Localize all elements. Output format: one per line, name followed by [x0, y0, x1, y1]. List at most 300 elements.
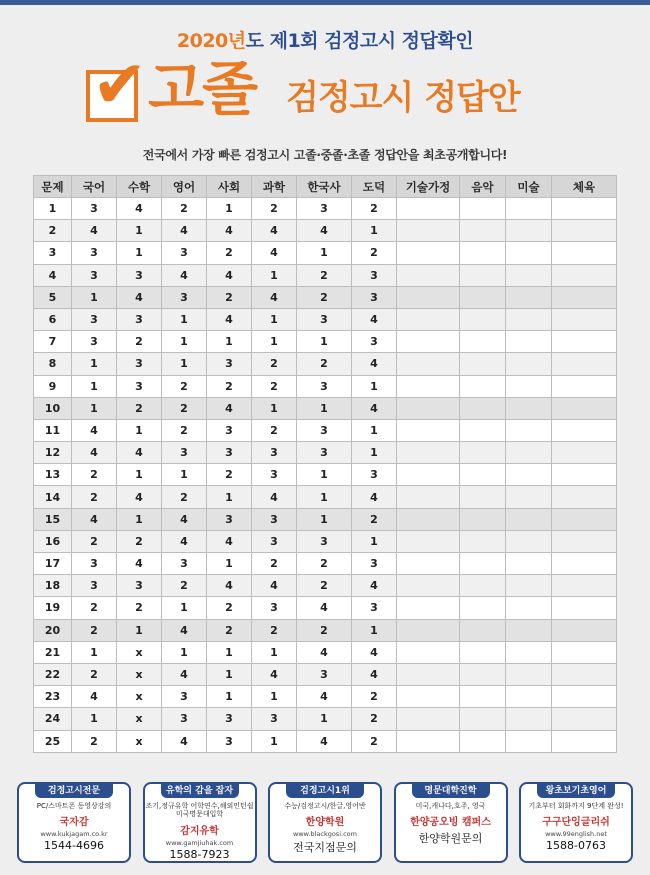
tagline: 전국에서 가장 빠른 검정고시 고졸·중졸·초졸 정답안을 최초공개합니다! — [142, 148, 508, 162]
table-cell: 14 — [34, 486, 72, 508]
table-cell: 15 — [34, 508, 72, 530]
table-cell: 4 — [297, 641, 352, 663]
table-cell: 2 — [207, 464, 252, 486]
checkmark-icon: ✔ — [92, 46, 148, 123]
table-cell — [506, 663, 552, 685]
table-cell: 1 — [352, 375, 397, 397]
table-cell: 1 — [352, 220, 397, 242]
table-cell: x — [117, 708, 162, 730]
table-cell: 2 — [252, 198, 297, 220]
table-cell — [552, 708, 617, 730]
table-cell: 1 — [72, 708, 117, 730]
table-cell — [460, 353, 506, 375]
table-cell: 4 — [252, 575, 297, 597]
table-cell: 2 — [297, 619, 352, 641]
ad-header: 명문대학진학 — [412, 784, 490, 798]
table-cell: 3 — [352, 553, 397, 575]
table-cell: 3 — [117, 575, 162, 597]
table-cell: 4 — [72, 220, 117, 242]
table-cell — [552, 264, 617, 286]
table-cell: 3 — [297, 663, 352, 685]
column-header: 한국사 — [297, 176, 352, 198]
table-cell: 3 — [72, 575, 117, 597]
table-cell: 4 — [162, 619, 207, 641]
ad-box[interactable] — [519, 782, 633, 863]
table-cell — [506, 619, 552, 641]
table-cell: x — [117, 663, 162, 685]
table-cell — [397, 308, 460, 330]
table-cell: 3 — [162, 708, 207, 730]
table-cell: 3 — [117, 264, 162, 286]
table-row — [34, 375, 617, 397]
table-row — [34, 286, 617, 308]
table-cell — [552, 442, 617, 464]
table-cell: 4 — [162, 530, 207, 552]
table-cell — [397, 486, 460, 508]
subtitle-rest: 도 제1회 — [245, 30, 319, 52]
ad-url: www.gamjiuhak.com — [165, 838, 234, 847]
table-cell: 1 — [162, 308, 207, 330]
table-cell: 3 — [252, 442, 297, 464]
table-cell — [506, 242, 552, 264]
table-cell: 2 — [352, 242, 397, 264]
table-cell — [506, 442, 552, 464]
table-cell — [506, 486, 552, 508]
table-cell — [506, 375, 552, 397]
table-row — [34, 198, 617, 220]
table-cell: 2 — [207, 619, 252, 641]
table-cell — [460, 486, 506, 508]
table-cell: 3 — [162, 442, 207, 464]
ad-logo: 감지유학 — [180, 825, 219, 837]
table-cell: 2 — [252, 419, 297, 441]
table-cell: 1 — [297, 331, 352, 353]
ad-box[interactable] — [394, 782, 508, 863]
table-cell — [397, 597, 460, 619]
table-cell: 3 — [72, 264, 117, 286]
table-cell: 3 — [352, 264, 397, 286]
table-cell: 2 — [162, 575, 207, 597]
table-cell: 1 — [207, 331, 252, 353]
table-cell: 3 — [352, 286, 397, 308]
table-cell: 4 — [34, 264, 72, 286]
table-cell: 2 — [297, 353, 352, 375]
table-cell — [460, 619, 506, 641]
column-header: 국어 — [72, 176, 117, 198]
table-cell — [397, 553, 460, 575]
table-cell — [552, 597, 617, 619]
table-cell — [397, 397, 460, 419]
table-cell: 10 — [34, 397, 72, 419]
table-cell — [506, 641, 552, 663]
table-cell: 4 — [207, 530, 252, 552]
table-cell: 1 — [72, 397, 117, 419]
table-cell: 1 — [207, 686, 252, 708]
table-cell — [506, 308, 552, 330]
table-cell: 18 — [34, 575, 72, 597]
table-cell — [460, 308, 506, 330]
table-cell — [506, 730, 552, 752]
table-cell: 3 — [72, 553, 117, 575]
table-cell: 2 — [72, 464, 117, 486]
table-cell — [552, 353, 617, 375]
ad-logo: 한양공오빙 캠퍼스 — [410, 817, 491, 829]
table-cell: 2 — [34, 220, 72, 242]
table-cell: 4 — [252, 220, 297, 242]
table-row — [34, 331, 617, 353]
table-cell: 3 — [252, 708, 297, 730]
table-cell: 4 — [162, 220, 207, 242]
table-cell — [552, 730, 617, 752]
table-cell: 4 — [252, 286, 297, 308]
table-cell: 2 — [252, 619, 297, 641]
table-row — [34, 242, 617, 264]
table-cell: 2 — [252, 353, 297, 375]
table-cell — [397, 686, 460, 708]
table-cell: 3 — [34, 242, 72, 264]
table-cell — [552, 508, 617, 530]
table-cell: 3 — [352, 597, 397, 619]
table-cell: 1 — [117, 220, 162, 242]
ad-phone: 한양학원문의 — [418, 832, 483, 846]
table-cell: 4 — [297, 597, 352, 619]
table-cell: 1 — [162, 464, 207, 486]
table-cell — [506, 286, 552, 308]
table-cell: 3 — [117, 353, 162, 375]
table-cell: 3 — [117, 375, 162, 397]
table-cell: 4 — [297, 686, 352, 708]
table-cell — [552, 242, 617, 264]
table-cell: 5 — [34, 286, 72, 308]
column-header: 과학 — [252, 176, 297, 198]
table-cell: 2 — [352, 686, 397, 708]
table-cell — [397, 286, 460, 308]
table-cell: 4 — [297, 730, 352, 752]
table-cell: 1 — [117, 242, 162, 264]
ad-logo: 국자감 — [59, 817, 89, 829]
table-cell: 3 — [72, 242, 117, 264]
table-cell — [397, 575, 460, 597]
table-cell: 1 — [252, 308, 297, 330]
subtitle-blue: 검정고시 정답확인 — [324, 30, 474, 52]
table-cell: 1 — [252, 730, 297, 752]
table-cell: 21 — [34, 641, 72, 663]
table-cell: 4 — [117, 286, 162, 308]
table-cell — [397, 708, 460, 730]
table-row — [34, 486, 617, 508]
ad-subtext: 수능/검정고시/한글,영어반 — [284, 802, 366, 810]
table-cell — [552, 575, 617, 597]
table-cell — [506, 530, 552, 552]
table-cell — [506, 264, 552, 286]
table-cell: 2 — [117, 530, 162, 552]
ad-box[interactable] — [17, 782, 131, 863]
table-cell — [460, 286, 506, 308]
table-cell: 13 — [34, 464, 72, 486]
table-cell: 3 — [162, 553, 207, 575]
table-cell: 2 — [162, 397, 207, 419]
table-cell: 3 — [162, 242, 207, 264]
table-cell: 4 — [352, 575, 397, 597]
answer-table — [33, 175, 617, 753]
table-cell: 12 — [34, 442, 72, 464]
table-cell: 4 — [117, 442, 162, 464]
table-cell — [506, 686, 552, 708]
table-cell: 4 — [72, 686, 117, 708]
table-cell: 4 — [252, 486, 297, 508]
table-row — [34, 553, 617, 575]
column-header: 영어 — [162, 176, 207, 198]
table-cell — [460, 708, 506, 730]
table-cell: 1 — [297, 708, 352, 730]
table-cell — [552, 220, 617, 242]
table-cell: 2 — [72, 730, 117, 752]
table-cell — [397, 619, 460, 641]
table-cell — [506, 353, 552, 375]
table-cell — [552, 308, 617, 330]
top-bar — [0, 0, 650, 5]
table-cell — [506, 553, 552, 575]
table-cell: 4 — [162, 730, 207, 752]
ad-header: 검정고시전문 — [35, 784, 113, 798]
table-cell — [552, 331, 617, 353]
table-cell: 1 — [207, 641, 252, 663]
table-cell: 2 — [162, 375, 207, 397]
table-cell: 1 — [297, 508, 352, 530]
table-cell: 2 — [252, 553, 297, 575]
table-cell: 1 — [352, 442, 397, 464]
table-cell: 3 — [207, 442, 252, 464]
ad-header: 검정고시1위 — [286, 784, 364, 798]
table-cell — [552, 553, 617, 575]
column-header: 사회 — [207, 176, 252, 198]
table-cell — [552, 375, 617, 397]
table-cell: 4 — [207, 397, 252, 419]
table-cell: 4 — [117, 198, 162, 220]
table-cell — [460, 508, 506, 530]
table-cell: 2 — [72, 619, 117, 641]
table-cell: 3 — [297, 308, 352, 330]
table-cell: 2 — [162, 486, 207, 508]
table-cell: 3 — [207, 419, 252, 441]
footer-ads — [17, 782, 633, 865]
ad-url: www.blackgosi.com — [293, 830, 357, 839]
table-cell — [506, 198, 552, 220]
table-cell: 3 — [252, 597, 297, 619]
table-cell: 2 — [162, 419, 207, 441]
table-cell: 2 — [297, 286, 352, 308]
table-cell — [506, 397, 552, 419]
page-title-rest: 검정고시 정답안 — [286, 78, 520, 118]
table-cell: 2 — [207, 597, 252, 619]
table-cell: 4 — [252, 242, 297, 264]
table-cell: 1 — [72, 353, 117, 375]
table-cell: 2 — [162, 198, 207, 220]
table-cell: 1 — [162, 331, 207, 353]
ad-url: www.99english.net — [545, 830, 607, 839]
table-cell: 1 — [352, 619, 397, 641]
table-cell: 3 — [162, 286, 207, 308]
ad-phone: 1588-7923 — [169, 847, 230, 861]
table-cell: 6 — [34, 308, 72, 330]
table-cell — [460, 663, 506, 685]
table-cell — [460, 375, 506, 397]
table-cell — [506, 708, 552, 730]
ad-subtext: 기초부터 회화까지 9단계 완성! — [528, 802, 624, 810]
table-cell — [397, 663, 460, 685]
table-cell — [552, 397, 617, 419]
table-cell — [552, 419, 617, 441]
table-cell: 2 — [352, 508, 397, 530]
table-cell: 1 — [252, 331, 297, 353]
table-cell — [397, 641, 460, 663]
table-cell: 1 — [72, 641, 117, 663]
table-cell: 4 — [352, 486, 397, 508]
table-cell: 1 — [117, 419, 162, 441]
table-cell — [460, 641, 506, 663]
table-row — [34, 464, 617, 486]
table-cell — [460, 397, 506, 419]
table-row — [34, 708, 617, 730]
table-cell: 4 — [72, 419, 117, 441]
table-cell: 4 — [117, 486, 162, 508]
table-cell — [506, 508, 552, 530]
table-cell — [552, 486, 617, 508]
ad-header: 왕초보기초영어 — [537, 784, 615, 798]
table-cell: 1 — [207, 663, 252, 685]
column-header: 문제 — [34, 176, 72, 198]
table-cell: 1 — [117, 619, 162, 641]
page-title-main: 고졸 — [148, 55, 257, 123]
table-cell: 2 — [207, 286, 252, 308]
table-cell: 11 — [34, 419, 72, 441]
table-cell: 1 — [252, 264, 297, 286]
table-cell: 1 — [297, 486, 352, 508]
table-cell: 3 — [297, 198, 352, 220]
table-cell — [397, 530, 460, 552]
table-cell: 1 — [252, 641, 297, 663]
column-header: 수학 — [117, 176, 162, 198]
table-row — [34, 530, 617, 552]
table-cell: 3 — [252, 508, 297, 530]
column-header: 도덕 — [352, 176, 397, 198]
table-row — [34, 220, 617, 242]
table-cell: 19 — [34, 597, 72, 619]
table-cell: 4 — [162, 663, 207, 685]
table-cell — [460, 464, 506, 486]
table-cell: 2 — [117, 597, 162, 619]
table-cell — [397, 198, 460, 220]
table-cell: 1 — [297, 242, 352, 264]
table-row — [34, 597, 617, 619]
table-cell: x — [117, 686, 162, 708]
table-row — [34, 663, 617, 685]
table-cell — [552, 686, 617, 708]
table-cell — [506, 597, 552, 619]
table-cell — [397, 419, 460, 441]
table-cell — [460, 220, 506, 242]
table-cell: 3 — [207, 730, 252, 752]
table-cell: 3 — [297, 419, 352, 441]
table-cell: 1 — [117, 464, 162, 486]
table-cell: 1 — [72, 286, 117, 308]
table-cell: 4 — [252, 663, 297, 685]
table-cell: 2 — [117, 397, 162, 419]
ad-logo: 한양학원 — [305, 817, 345, 829]
column-header: 체육 — [552, 176, 617, 198]
table-cell — [460, 331, 506, 353]
table-cell — [552, 663, 617, 685]
ad-box[interactable] — [143, 782, 257, 863]
ad-subtext: PC/스마트폰 동영상강의 — [36, 802, 112, 810]
table-cell: 3 — [297, 530, 352, 552]
table-cell — [552, 530, 617, 552]
table-cell: 3 — [72, 308, 117, 330]
table-cell: 1 — [352, 530, 397, 552]
table-cell: 2 — [297, 575, 352, 597]
table-cell: 2 — [252, 375, 297, 397]
table-cell: 4 — [207, 575, 252, 597]
table-row — [34, 397, 617, 419]
table-cell: 20 — [34, 619, 72, 641]
table-cell: 2 — [72, 486, 117, 508]
table-cell: 2 — [297, 264, 352, 286]
table-cell — [397, 464, 460, 486]
table-cell: 3 — [297, 375, 352, 397]
table-cell — [552, 198, 617, 220]
table-cell: 1 — [162, 597, 207, 619]
table-cell: 1 — [207, 198, 252, 220]
table-cell — [460, 575, 506, 597]
table-cell: 4 — [162, 264, 207, 286]
table-cell: 1 — [162, 641, 207, 663]
ad-box[interactable] — [268, 782, 382, 863]
table-cell — [460, 530, 506, 552]
table-header-row — [34, 176, 617, 198]
table-cell: 1 — [207, 486, 252, 508]
table-cell — [552, 286, 617, 308]
table-cell — [397, 264, 460, 286]
table-cell: 3 — [72, 331, 117, 353]
table-cell: 1 — [207, 553, 252, 575]
table-cell: 1 — [297, 464, 352, 486]
table-cell: 4 — [207, 220, 252, 242]
table-cell — [460, 730, 506, 752]
table-cell: 3 — [162, 686, 207, 708]
column-header: 미술 — [506, 176, 552, 198]
table-cell — [552, 464, 617, 486]
table-cell: 2 — [297, 553, 352, 575]
table-cell — [397, 242, 460, 264]
table-cell — [506, 575, 552, 597]
table-cell: 2 — [117, 331, 162, 353]
table-cell — [397, 730, 460, 752]
table-cell: 4 — [352, 353, 397, 375]
subtitle-year: 2020년 — [176, 30, 246, 52]
table-cell: 8 — [34, 353, 72, 375]
table-cell: 2 — [207, 375, 252, 397]
table-cell: 2 — [72, 597, 117, 619]
table-cell: 4 — [117, 553, 162, 575]
table-cell: 4 — [72, 508, 117, 530]
table-cell: 1 — [162, 353, 207, 375]
table-row — [34, 641, 617, 663]
column-header: 음악 — [460, 176, 506, 198]
table-row — [34, 730, 617, 752]
table-cell — [397, 375, 460, 397]
table-cell: 9 — [34, 375, 72, 397]
table-row — [34, 442, 617, 464]
